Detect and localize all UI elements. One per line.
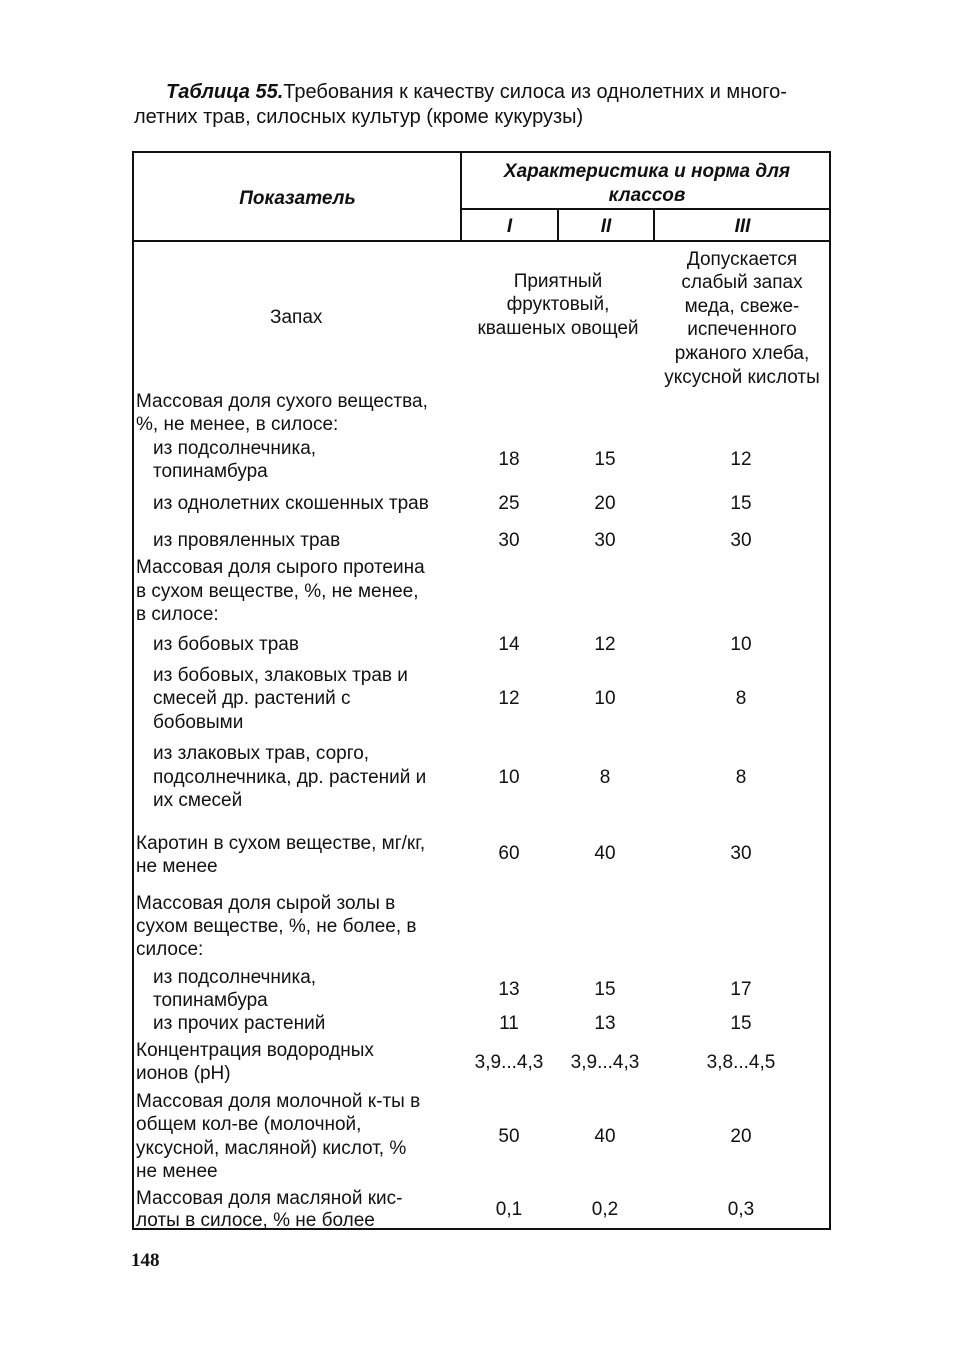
dry-annual-class1: 25 [498, 493, 520, 514]
dry-sunflower-class2: 15 [594, 449, 616, 470]
ash-heading-3: силосе: [136, 939, 204, 960]
carotene-class3: 30 [730, 843, 752, 864]
ph-class1: 3,9...4,3 [474, 1052, 544, 1073]
header-class-3: III [734, 216, 751, 237]
lactic-class1: 50 [498, 1126, 520, 1147]
ph-class3: 3,8...4,5 [706, 1052, 776, 1073]
dry-wilted-class3: 30 [730, 530, 752, 551]
smell-class3-line5: ржаного хлеба, [674, 343, 810, 364]
table-caption [134, 80, 846, 130]
ash-sunflower-1: из подсолнечника, [153, 967, 317, 988]
header-class-2: II [600, 216, 612, 237]
smell-class12-line3: квашеных овощей [477, 318, 639, 339]
protein-cereal-3: их смесей [153, 790, 243, 811]
protein-mix-class3: 8 [735, 688, 747, 709]
header-characteristic: Характеристика и норма для классов [503, 161, 791, 206]
protein-mix-class2: 10 [594, 688, 616, 709]
header-class-1: I [506, 216, 513, 237]
smell-class3-line3: меда, свеже- [684, 296, 800, 317]
ash-other-class2: 13 [594, 1013, 616, 1034]
smell-class3-line6: уксусной кислоты [664, 367, 820, 388]
lactic-label-2: общем кол-ве (молочной, [136, 1114, 362, 1135]
butyric-class2: 0,2 [591, 1199, 619, 1220]
dry-heading-1: Массовая доля сухого вещества, [136, 391, 428, 412]
carotene-class1: 60 [498, 843, 520, 864]
ph-label-1: Концентрация водородных [136, 1040, 374, 1061]
smell-class3-line2: слабый запах [681, 272, 803, 293]
caption-text-1: Требования к качеству силоса из однолетних и много- [283, 81, 787, 103]
header-indicator: Показатель [239, 188, 356, 209]
lactic-class2: 40 [594, 1126, 616, 1147]
ash-heading-2: сухом веществе, %, не более, в [136, 916, 417, 937]
protein-heading-2: в сухом веществе, %, не менее, [136, 581, 419, 602]
row-smell-label: Запах [270, 307, 323, 328]
smell-class3-line1: Допускается [686, 249, 798, 270]
ash-other: из прочих растений [153, 1013, 326, 1034]
dry-annual: из однолетних скошенных трав [153, 493, 429, 514]
protein-mix-class1: 12 [498, 688, 520, 709]
ash-other-class1: 11 [499, 1013, 519, 1034]
dry-sunflower-2: топинамбура [153, 461, 268, 482]
dry-wilted-class2: 30 [594, 530, 616, 551]
butyric-class1: 0,1 [495, 1199, 523, 1220]
carotene-label-2: не менее [136, 856, 218, 877]
lactic-label-3: уксусной, масляной) кислот, % [136, 1138, 407, 1159]
ash-heading-1: Массовая доля сырой золы в [136, 893, 396, 914]
ash-sunflower-class3: 17 [730, 979, 752, 1000]
dry-sunflower-1: из подсолнечника, [153, 438, 317, 459]
ph-label-2: ионов (pH) [136, 1063, 231, 1084]
protein-cereal-2: подсолнечника, др. растений и [153, 767, 427, 788]
ash-other-class3: 15 [730, 1013, 752, 1034]
protein-cereal-class1: 10 [498, 767, 520, 788]
ash-sunflower-class1: 13 [498, 979, 520, 1000]
header-rule-mid [461, 208, 830, 210]
carotene-class2: 40 [594, 843, 616, 864]
protein-heading-3: в силосе: [136, 604, 219, 625]
protein-legume-class2: 12 [594, 634, 616, 655]
lactic-label-1: Массовая доля молочной к-ты в [136, 1091, 421, 1112]
caption-text-2: летних трав, силосных культур (кроме кукурузы) [134, 106, 584, 128]
butyric-label-2: лоты в силосе, % не более [136, 1210, 375, 1231]
protein-mix-1: из бобовых, злаковых трав и [153, 665, 408, 686]
dry-wilted: из провяленных трав [153, 530, 341, 551]
dry-annual-class2: 20 [594, 493, 616, 514]
protein-legume-class1: 14 [498, 634, 520, 655]
ash-sunflower-class2: 15 [594, 979, 616, 1000]
dry-sunflower-class1: 18 [498, 449, 520, 470]
dry-heading-2: %, не менее, в силосе: [136, 414, 339, 435]
carotene-label-1: Каротин в сухом веществе, мг/кг, [136, 833, 426, 854]
protein-cereal-1: из злаковых трав, сорго, [153, 743, 370, 764]
lactic-class3: 20 [730, 1126, 752, 1147]
butyric-class3: 0,3 [727, 1199, 755, 1220]
dry-annual-class3: 15 [730, 493, 752, 514]
smell-class12-line2: фруктовый, [506, 294, 610, 315]
caption-lead: Таблица 55. [166, 81, 284, 103]
protein-legume: из бобовых трав [153, 634, 299, 655]
protein-cereal-class3: 8 [735, 767, 747, 788]
protein-mix-2: смесей др. растений с [153, 688, 351, 709]
protein-heading-1: Массовая доля сырого протеина [136, 557, 425, 578]
header-rule-bottom [133, 240, 830, 242]
ph-class2: 3,9...4,3 [570, 1052, 640, 1073]
lactic-label-4: не менее [136, 1161, 218, 1182]
dry-wilted-class1: 30 [498, 530, 520, 551]
protein-legume-class3: 10 [730, 634, 752, 655]
protein-mix-3: бобовыми [153, 712, 244, 733]
butyric-label-1: Массовая доля масляной кис- [136, 1188, 403, 1209]
smell-class3-line4: испеченного [687, 319, 797, 340]
page-number: 148 [131, 1250, 160, 1271]
ash-sunflower-2: топинамбура [153, 990, 268, 1011]
smell-class12-line1: Приятный [513, 271, 603, 292]
dry-sunflower-class3: 12 [730, 449, 752, 470]
protein-cereal-class2: 8 [599, 767, 611, 788]
